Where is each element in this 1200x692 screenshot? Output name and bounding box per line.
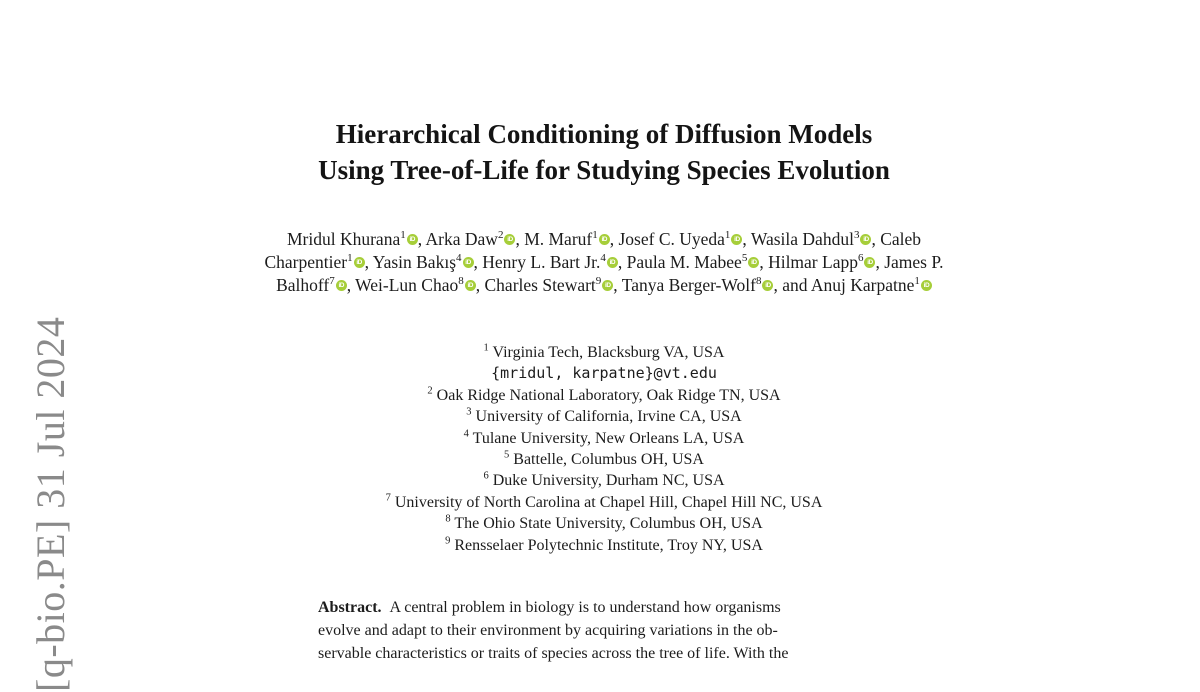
author-affiliation-number: 6 (857, 252, 864, 265)
author-affiliation-number: 8 (755, 275, 762, 288)
author: and Anuj Karpatne$^1$ iD (782, 275, 932, 295)
orcid-icon[interactable]: iD (921, 280, 932, 291)
affiliation-number: 9 (445, 535, 451, 547)
author-affiliation-number: 9 (595, 275, 602, 288)
author: Yasin Bakış$^4$ iD , (372, 252, 483, 272)
author: Caleb Charpentier$^1$ iD , (264, 229, 922, 272)
orcid-icon[interactable]: iD (602, 280, 613, 291)
author-affiliation-number: 8 (458, 275, 464, 288)
orcid-icon[interactable]: iD (354, 257, 365, 268)
orcid-icon[interactable]: iD (463, 257, 474, 268)
paper-title-line-1: Hierarchical Conditioning of Diffusion Models (335, 119, 873, 149)
abstract-label: Abstract. (318, 599, 382, 616)
author-affiliation-number: 5 (741, 252, 748, 265)
author-affiliation-number: 2 (497, 229, 504, 242)
author-affiliation-number: 1 (724, 229, 731, 242)
affiliation-number: 5 (504, 449, 510, 461)
abstract-line: Abstract. A central problem in biology is to understand how organisms (318, 599, 781, 616)
orcid-icon[interactable]: iD (336, 280, 347, 291)
paper-title-line-2: Using Tree-of-Life for Studying Species Evolution (318, 155, 890, 185)
orcid-icon[interactable]: iD (860, 234, 871, 245)
author-list (262, 228, 946, 297)
affiliation-line: $^3$ University of California, Irvine CA, USA (466, 406, 742, 426)
orcid-icon[interactable]: iD (465, 280, 476, 291)
orcid-icon[interactable]: iD (748, 257, 759, 268)
author-affiliation-number: 3 (853, 229, 860, 242)
author: Wasila Dahdul$^3$ iD , (750, 229, 881, 249)
author: Josef C. Uyeda$^1$ iD , (618, 229, 751, 249)
affiliation-line: $^5$ Battelle, Columbus OH, USA (504, 449, 704, 469)
affiliation-list (262, 342, 946, 556)
author-affiliation-number: 1 (400, 229, 406, 242)
orcid-icon[interactable]: iD (504, 234, 515, 245)
author: Charles Stewart$^9$ iD , (484, 275, 622, 295)
author: Mridul Khurana$^1$ iD , (286, 229, 426, 249)
affiliation-number: 7 (385, 492, 391, 504)
orcid-icon[interactable]: iD (864, 257, 875, 268)
author-affiliation-number: 1 (347, 252, 353, 265)
orcid-icon[interactable]: iD (731, 234, 742, 245)
affiliation-number: 4 (463, 428, 469, 440)
affiliation-number: 2 (427, 385, 433, 397)
affiliation-line: $^8$ The Ohio State University, Columbus OH, USA (445, 513, 763, 533)
orcid-icon[interactable]: iD (762, 280, 773, 291)
author: James P. Balhoff$^7$ iD , (276, 252, 944, 295)
author-affiliation-number: 4 (456, 252, 462, 265)
arxiv-watermark: [q-bio.PE] 31 Jul 2024 (28, 316, 73, 692)
author-affiliation-number: 7 (329, 275, 335, 288)
affiliation-line: $^7$ University of North Carolina at Chapel Hill, Chapel Hill NC, USA (385, 492, 823, 511)
affiliation-line: $^4$ Tulane University, New Orleans LA, USA (463, 428, 745, 447)
author: Henry L. Bart Jr.$^4$ iD , (482, 252, 627, 272)
affiliation-number: 8 (445, 513, 451, 525)
author-affiliation-number: 1 (592, 229, 598, 242)
affiliation-number: 1 (483, 342, 489, 354)
paper-title (262, 116, 946, 188)
affiliation-line: $^9$ Rensselaer Polytechnic Institute, Troy NY, USA (445, 535, 763, 554)
affiliation-number: 6 (483, 471, 489, 483)
author: Tanya Berger-Wolf$^8$ iD , (621, 275, 783, 295)
affiliation-line: $^2$ Oak Ridge National Laboratory, Oak Ridge TN, USA (427, 385, 781, 404)
author: Hilmar Lapp$^6$ iD , (768, 252, 885, 272)
author-affiliation-number: 1 (914, 275, 920, 288)
author: Wei-Lun Chao$^8$ iD , (355, 275, 485, 295)
orcid-icon[interactable]: iD (607, 257, 618, 268)
affiliation-line: $^6$ Duke University, Durham NC, USA (483, 471, 725, 490)
affiliation-line: $^1$ Virginia Tech, Blacksburg VA, USA (483, 342, 725, 361)
orcid-icon[interactable]: iD (599, 234, 610, 245)
abstract-section (318, 596, 898, 665)
author: Arka Daw$^2$ iD , (425, 229, 525, 249)
affiliation-number: 3 (466, 406, 472, 418)
author: Paula M. Mabee$^5$ iD , (626, 252, 769, 272)
author-affiliation-number: 4 (600, 252, 606, 265)
author: M. Maruf$^1$ iD , (524, 229, 619, 249)
abstract-line: evolve and adapt to their environment by acquiring variations in the ob- (318, 622, 778, 639)
affiliation-email: {mridul, karpatne}@vt.edu (491, 364, 717, 383)
abstract-line: servable characteristics or traits of species across the tree of life. With the (318, 645, 789, 662)
orcid-icon[interactable]: iD (407, 234, 418, 245)
